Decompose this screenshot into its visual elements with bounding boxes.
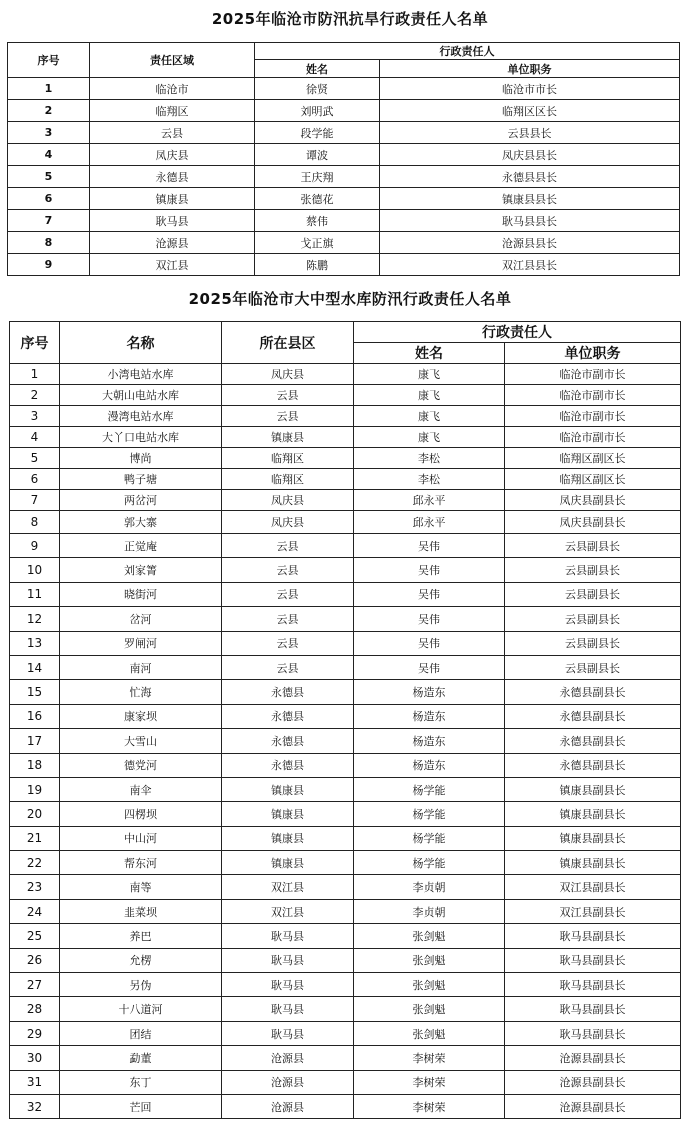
reservoir-name: 刘家箐: [60, 558, 222, 582]
official-name: 邱永平: [354, 511, 505, 534]
row-number: 26: [10, 948, 60, 972]
row-number: 13: [10, 631, 60, 655]
official-post: 云县副县长: [505, 607, 681, 631]
county-name: 永德县: [222, 680, 354, 704]
row-number: 32: [10, 1094, 60, 1118]
table-row: [8, 78, 680, 100]
row-number: 14: [10, 655, 60, 679]
row-number: 31: [10, 1070, 60, 1094]
header-name: 姓名: [354, 343, 505, 364]
header-admin-group: 行政责任人: [354, 322, 681, 343]
official-post: 耿马县副县长: [505, 924, 681, 948]
county-name: 云县: [222, 582, 354, 606]
table-row: [10, 582, 681, 606]
official-post: 云县副县长: [505, 631, 681, 655]
official-name: 段学能: [255, 122, 380, 144]
table-row: [10, 924, 681, 948]
reservoir-name: 帮东河: [60, 851, 222, 875]
responsibility-area: 凤庆县: [90, 144, 255, 166]
county-name: 耿马县: [222, 973, 354, 997]
official-name: 邱永平: [354, 490, 505, 511]
official-name: 吴伟: [354, 582, 505, 606]
header-area: 责任区域: [90, 43, 255, 78]
official-name: 谭波: [255, 144, 380, 166]
official-name: 李松: [354, 448, 505, 469]
table-row: [10, 875, 681, 899]
row-number: 22: [10, 851, 60, 875]
official-post: 临沧市市长: [380, 78, 680, 100]
table-row: [10, 631, 681, 655]
official-post: 沧源县副县长: [505, 1094, 681, 1118]
row-number: 20: [10, 802, 60, 826]
row-number: 5: [10, 448, 60, 469]
table-row: [8, 144, 680, 166]
county-name: 耿马县: [222, 948, 354, 972]
reservoir-name: 大丫口电站水库: [60, 427, 222, 448]
county-name: 沧源县: [222, 1094, 354, 1118]
reservoir-name: 大朝山电站水库: [60, 385, 222, 406]
row-number: 5: [8, 166, 90, 188]
county-name: 凤庆县: [222, 364, 354, 385]
official-post: 耿马县副县长: [505, 948, 681, 972]
table-row: [10, 851, 681, 875]
official-name: 王庆翔: [255, 166, 380, 188]
table-row: [8, 188, 680, 210]
reservoir-name: 四楞坝: [60, 802, 222, 826]
table-row: [10, 1021, 681, 1045]
official-name: 张剑魁: [354, 973, 505, 997]
table-row: [10, 469, 681, 490]
table-row: [10, 448, 681, 469]
row-number: 2: [8, 100, 90, 122]
county-name: 凤庆县: [222, 490, 354, 511]
official-post: 临沧市副市长: [505, 427, 681, 448]
official-name: 陈鹏: [255, 254, 380, 276]
row-number: 6: [8, 188, 90, 210]
official-post: 沧源县副县长: [505, 1070, 681, 1094]
official-post: 耿马县副县长: [505, 973, 681, 997]
responsibility-area: 沧源县: [90, 232, 255, 254]
row-number: 1: [8, 78, 90, 100]
official-post: 临沧市副市长: [505, 406, 681, 427]
county-name: 沧源县: [222, 1046, 354, 1070]
official-name: 徐贤: [255, 78, 380, 100]
row-number: 7: [8, 210, 90, 232]
official-name: 张剑魁: [354, 1021, 505, 1045]
county-name: 镇康县: [222, 851, 354, 875]
table-row: [10, 997, 681, 1021]
official-name: 吴伟: [354, 631, 505, 655]
row-number: 9: [10, 534, 60, 558]
county-name: 镇康县: [222, 777, 354, 801]
official-post: 永德县副县长: [505, 680, 681, 704]
official-name: 康飞: [354, 427, 505, 448]
table-row: [10, 655, 681, 679]
county-name: 耿马县: [222, 924, 354, 948]
row-number: 23: [10, 875, 60, 899]
reservoir-name: 罗闸河: [60, 631, 222, 655]
county-name: 镇康县: [222, 826, 354, 850]
reservoir-name: 团结: [60, 1021, 222, 1045]
official-name: 吴伟: [354, 558, 505, 582]
reservoir-name: 德党河: [60, 753, 222, 777]
table-row: [10, 826, 681, 850]
header-post: 单位职务: [380, 60, 680, 78]
table-row: [10, 1094, 681, 1118]
reservoir-name: 允楞: [60, 948, 222, 972]
table1-body: [8, 78, 680, 276]
official-name: 李贞朝: [354, 875, 505, 899]
reservoir-name: 岔河: [60, 607, 222, 631]
reservoir-name: 漫湾电站水库: [60, 406, 222, 427]
table-row: [10, 753, 681, 777]
county-name: 耿马县: [222, 997, 354, 1021]
row-number: 16: [10, 704, 60, 728]
official-post: 凤庆县副县长: [505, 490, 681, 511]
header-post: 单位职务: [505, 343, 681, 364]
official-post: 永德县副县长: [505, 753, 681, 777]
official-name: 杨学能: [354, 777, 505, 801]
table-row: [10, 948, 681, 972]
table2-body: [10, 364, 681, 1119]
table-row: [10, 427, 681, 448]
row-number: 19: [10, 777, 60, 801]
responsibility-area: 耿马县: [90, 210, 255, 232]
county-name: 云县: [222, 406, 354, 427]
official-name: 李树荣: [354, 1070, 505, 1094]
county-name: 沧源县: [222, 1070, 354, 1094]
reservoir-name: 南等: [60, 875, 222, 899]
county-name: 云县: [222, 558, 354, 582]
official-name: 戈正旗: [255, 232, 380, 254]
reservoir-name: 南伞: [60, 777, 222, 801]
official-post: 镇康县副县长: [505, 851, 681, 875]
official-post: 凤庆县副县长: [505, 511, 681, 534]
official-post: 双江县副县长: [505, 875, 681, 899]
table-row: [10, 1046, 681, 1070]
reservoir-name: 韭菜坝: [60, 899, 222, 923]
county-name: 云县: [222, 655, 354, 679]
official-name: 吴伟: [354, 655, 505, 679]
official-name: 蔡伟: [255, 210, 380, 232]
row-number: 28: [10, 997, 60, 1021]
official-post: 耿马县县长: [380, 210, 680, 232]
county-name: 永德县: [222, 704, 354, 728]
official-post: 耿马县副县长: [505, 1021, 681, 1045]
reservoir-name: 大雪山: [60, 729, 222, 753]
table-row: [10, 364, 681, 385]
county-name: 永德县: [222, 729, 354, 753]
official-name: 杨学能: [354, 802, 505, 826]
table-row: [8, 210, 680, 232]
official-post: 双江县副县长: [505, 899, 681, 923]
row-number: 8: [8, 232, 90, 254]
reservoir-name: 晓街河: [60, 582, 222, 606]
official-post: 永德县副县长: [505, 704, 681, 728]
official-post: 云县县长: [380, 122, 680, 144]
row-number: 21: [10, 826, 60, 850]
official-name: 张剑魁: [354, 924, 505, 948]
official-name: 杨学能: [354, 851, 505, 875]
reservoir-responsibility-table: [9, 321, 681, 1119]
table-row: [10, 406, 681, 427]
official-post: 镇康县副县长: [505, 777, 681, 801]
responsibility-area: 镇康县: [90, 188, 255, 210]
header-admin-group: 行政责任人: [255, 43, 680, 60]
reservoir-name: 勐董: [60, 1046, 222, 1070]
county-name: 云县: [222, 607, 354, 631]
official-post: 镇康县副县长: [505, 802, 681, 826]
county-name: 云县: [222, 534, 354, 558]
row-number: 7: [10, 490, 60, 511]
reservoir-name: 中山河: [60, 826, 222, 850]
header-reservoir: 名称: [60, 322, 222, 364]
row-number: 11: [10, 582, 60, 606]
official-name: 吴伟: [354, 607, 505, 631]
responsibility-area: 永德县: [90, 166, 255, 188]
official-name: 张剑魁: [354, 997, 505, 1021]
official-post: 云县副县长: [505, 558, 681, 582]
official-post: 临翔区副区长: [505, 469, 681, 490]
header-no: 序号: [8, 43, 90, 78]
county-name: 双江县: [222, 899, 354, 923]
official-name: 康飞: [354, 385, 505, 406]
table-row: [8, 122, 680, 144]
row-number: 18: [10, 753, 60, 777]
county-name: 临翔区: [222, 448, 354, 469]
county-name: 双江县: [222, 875, 354, 899]
table-row: [10, 777, 681, 801]
responsibility-area: 双江县: [90, 254, 255, 276]
table-row: [10, 973, 681, 997]
official-post: 镇康县副县长: [505, 826, 681, 850]
row-number: 30: [10, 1046, 60, 1070]
official-name: 李贞朝: [354, 899, 505, 923]
reservoir-name: 正觉庵: [60, 534, 222, 558]
row-number: 9: [8, 254, 90, 276]
table-row: [10, 490, 681, 511]
reservoir-name: 东丁: [60, 1070, 222, 1094]
header-county: 所在县区: [222, 322, 354, 364]
county-name: 凤庆县: [222, 511, 354, 534]
row-number: 6: [10, 469, 60, 490]
official-post: 双江县县长: [380, 254, 680, 276]
row-number: 8: [10, 511, 60, 534]
county-name: 耿马县: [222, 1021, 354, 1045]
row-number: 27: [10, 973, 60, 997]
flood-drought-responsibility-table: [7, 42, 680, 276]
row-number: 4: [10, 427, 60, 448]
county-name: 云县: [222, 631, 354, 655]
official-post: 永德县副县长: [505, 729, 681, 753]
official-name: 杨造东: [354, 753, 505, 777]
official-name: 杨造东: [354, 729, 505, 753]
table-row: [10, 534, 681, 558]
official-post: 镇康县县长: [380, 188, 680, 210]
reservoir-name: 鸭子塘: [60, 469, 222, 490]
official-post: 云县副县长: [505, 534, 681, 558]
official-post: 临沧市副市长: [505, 385, 681, 406]
table1-title: 2025年临沧市防汛抗旱行政责任人名单: [211, 10, 489, 28]
official-post: 临沧市副市长: [505, 364, 681, 385]
reservoir-name: 郭大寨: [60, 511, 222, 534]
row-number: 17: [10, 729, 60, 753]
official-post: 云县副县长: [505, 582, 681, 606]
table-row: [10, 680, 681, 704]
responsibility-area: 云县: [90, 122, 255, 144]
row-number: 2: [10, 385, 60, 406]
table-row: [10, 1070, 681, 1094]
official-name: 李松: [354, 469, 505, 490]
table-row: [10, 607, 681, 631]
official-name: 杨造东: [354, 704, 505, 728]
row-number: 12: [10, 607, 60, 631]
row-number: 1: [10, 364, 60, 385]
county-name: 镇康县: [222, 802, 354, 826]
table-row: [10, 802, 681, 826]
row-number: 3: [8, 122, 90, 144]
official-name: 李树荣: [354, 1094, 505, 1118]
table-row: [8, 254, 680, 276]
official-name: 杨学能: [354, 826, 505, 850]
header-name: 姓名: [255, 60, 380, 78]
county-name: 临翔区: [222, 469, 354, 490]
official-post: 沧源县县长: [380, 232, 680, 254]
table-row: [10, 385, 681, 406]
table-row: [10, 511, 681, 534]
county-name: 云县: [222, 385, 354, 406]
responsibility-area: 临翔区: [90, 100, 255, 122]
reservoir-name: 养巴: [60, 924, 222, 948]
table-row: [10, 899, 681, 923]
official-name: 康飞: [354, 406, 505, 427]
reservoir-name: 康家坝: [60, 704, 222, 728]
header-no: 序号: [10, 322, 60, 364]
official-name: 吴伟: [354, 534, 505, 558]
row-number: 3: [10, 406, 60, 427]
row-number: 24: [10, 899, 60, 923]
county-name: 永德县: [222, 753, 354, 777]
row-number: 4: [8, 144, 90, 166]
reservoir-name: 南河: [60, 655, 222, 679]
official-name: 张剑魁: [354, 948, 505, 972]
table-row: [8, 166, 680, 188]
row-number: 10: [10, 558, 60, 582]
official-name: 张德花: [255, 188, 380, 210]
table-row: [8, 232, 680, 254]
table-row: [10, 704, 681, 728]
reservoir-name: 博尚: [60, 448, 222, 469]
table2-title: 2025年临沧市大中型水库防汛行政责任人名单: [188, 290, 512, 308]
reservoir-name: 小湾电站水库: [60, 364, 222, 385]
official-post: 永德县县长: [380, 166, 680, 188]
reservoir-name: 两岔河: [60, 490, 222, 511]
reservoir-name: 芒回: [60, 1094, 222, 1118]
official-name: 刘明武: [255, 100, 380, 122]
reservoir-name: 十八道河: [60, 997, 222, 1021]
official-post: 临翔区副区长: [505, 448, 681, 469]
row-number: 29: [10, 1021, 60, 1045]
county-name: 镇康县: [222, 427, 354, 448]
table-row: [10, 729, 681, 753]
table-row: [10, 558, 681, 582]
official-post: 沧源县副县长: [505, 1046, 681, 1070]
official-name: 康飞: [354, 364, 505, 385]
official-name: 杨造东: [354, 680, 505, 704]
row-number: 15: [10, 680, 60, 704]
official-post: 云县副县长: [505, 655, 681, 679]
row-number: 25: [10, 924, 60, 948]
official-post: 凤庆县县长: [380, 144, 680, 166]
responsibility-area: 临沧市: [90, 78, 255, 100]
reservoir-name: 忙海: [60, 680, 222, 704]
official-name: 李树荣: [354, 1046, 505, 1070]
official-post: 临翔区区长: [380, 100, 680, 122]
table-row: [8, 100, 680, 122]
reservoir-name: 另伪: [60, 973, 222, 997]
official-post: 耿马县副县长: [505, 997, 681, 1021]
